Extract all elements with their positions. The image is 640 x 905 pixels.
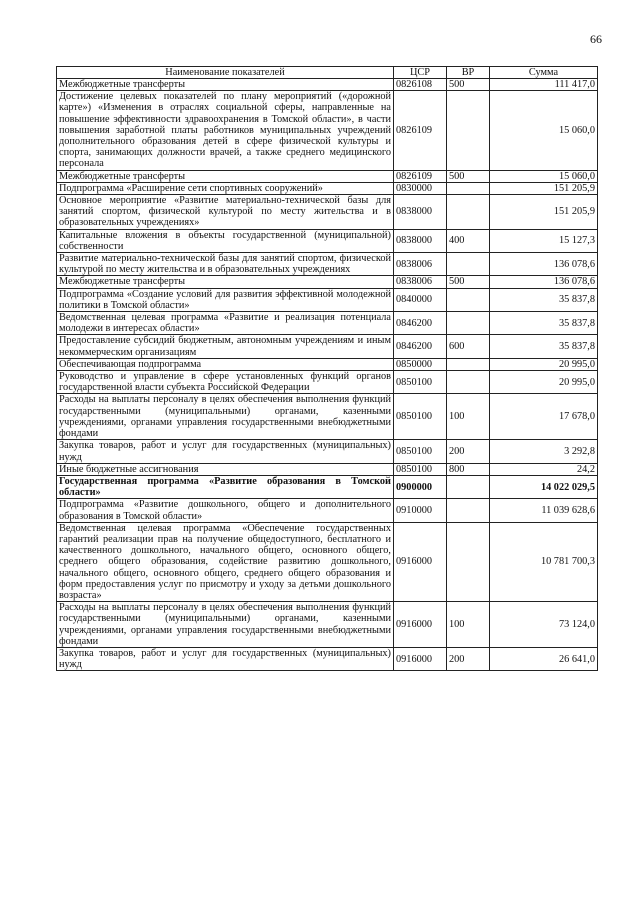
csr-cell: 0910000 [394, 499, 447, 522]
csr-cell: 0850100 [394, 440, 447, 463]
name-cell: Подпрограмма «Создание условий для развития эффективной молодежной политики в Томской области» [57, 288, 394, 311]
csr-cell: 0826109 [394, 91, 447, 170]
csr-cell: 0838006 [394, 276, 447, 288]
vr-cell [447, 182, 490, 194]
header-sum: Сумма [490, 67, 598, 79]
sum-cell: 151 205,9 [490, 182, 598, 194]
table-row [57, 358, 598, 370]
sum-cell: 136 078,6 [490, 276, 598, 288]
sum-cell: 111 417,0 [490, 79, 598, 91]
vr-cell [447, 91, 490, 170]
table-row [57, 335, 598, 358]
sum-cell: 73 124,0 [490, 602, 598, 648]
vr-cell [447, 522, 490, 601]
name-cell: Межбюджетные трансферты [57, 276, 394, 288]
table-row [57, 195, 598, 230]
table-row [57, 312, 598, 335]
csr-cell: 0916000 [394, 522, 447, 601]
vr-cell [447, 312, 490, 335]
csr-cell: 0846200 [394, 335, 447, 358]
sum-cell: 20 995,0 [490, 371, 598, 394]
sum-cell: 35 837,8 [490, 288, 598, 311]
name-cell: Ведомственная целевая программа «Развитие и реализация потенциала молодежи в интересах области» [57, 312, 394, 335]
table-row [57, 229, 598, 252]
sum-cell: 136 078,6 [490, 253, 598, 276]
name-cell: Предоставление субсидий бюджетным, автономным учреждениям и иным некоммерческим организациям [57, 335, 394, 358]
budget-table [56, 66, 598, 671]
sum-cell: 14 022 029,5 [490, 475, 598, 498]
sum-cell: 10 781 700,3 [490, 522, 598, 601]
name-cell: Межбюджетные трансферты [57, 170, 394, 182]
table-row [57, 371, 598, 394]
table-row [57, 647, 598, 670]
csr-cell: 0850000 [394, 358, 447, 370]
csr-cell: 0830000 [394, 182, 447, 194]
table-row [57, 91, 598, 170]
table-row [57, 499, 598, 522]
vr-cell: 200 [447, 647, 490, 670]
table-row [57, 182, 598, 194]
csr-cell: 0838006 [394, 253, 447, 276]
name-cell: Подпрограмма «Развитие дошкольного, общего и дополнительного образования в Томской области» [57, 499, 394, 522]
vr-cell: 100 [447, 394, 490, 440]
table-row [57, 522, 598, 601]
name-cell: Капитальные вложения в объекты государственной (муниципальной) собственности [57, 229, 394, 252]
header-row [57, 67, 598, 79]
name-cell: Ведомственная целевая программа «Обеспечение государственных гарантий реализации прав на получение общедоступного, бесплатного и качественного дошкольного, начального общего, основного общего, среднего общего образования, содействие развитию дошкольного, начального общего, основного общего, среднего общего образования и форм предоставления услуг по присмотру и уходу за детьми дошкольного возраста» [57, 522, 394, 601]
csr-cell: 0826108 [394, 79, 447, 91]
vr-cell: 800 [447, 463, 490, 475]
csr-cell: 0846200 [394, 312, 447, 335]
name-cell: Межбюджетные трансферты [57, 79, 394, 91]
sum-cell: 35 837,8 [490, 312, 598, 335]
page-number: 66 [590, 32, 602, 46]
name-cell: Подпрограмма «Расширение сети спортивных сооружений» [57, 182, 394, 194]
sum-cell: 35 837,8 [490, 335, 598, 358]
vr-cell [447, 288, 490, 311]
name-cell: Государственная программа «Развитие образования в Томской области» [57, 475, 394, 498]
header-csr: ЦСР [394, 67, 447, 79]
table-row [57, 79, 598, 91]
table-row [57, 475, 598, 498]
sum-cell: 26 641,0 [490, 647, 598, 670]
vr-cell [447, 358, 490, 370]
sum-cell: 20 995,0 [490, 358, 598, 370]
vr-cell [447, 253, 490, 276]
vr-cell [447, 475, 490, 498]
sum-cell: 11 039 628,6 [490, 499, 598, 522]
sum-cell: 15 060,0 [490, 170, 598, 182]
vr-cell: 500 [447, 79, 490, 91]
table-row [57, 394, 598, 440]
vr-cell: 200 [447, 440, 490, 463]
name-cell: Руководство и управление в сфере установленных функций органов государственной власти субъекта Российской Федерации [57, 371, 394, 394]
table-body [57, 79, 598, 671]
vr-cell: 500 [447, 276, 490, 288]
vr-cell [447, 499, 490, 522]
vr-cell [447, 371, 490, 394]
csr-cell: 0900000 [394, 475, 447, 498]
table-header [57, 67, 598, 79]
table-row [57, 253, 598, 276]
name-cell: Расходы на выплаты персоналу в целях обеспечения выполнения функций государственными (муниципальными) органами, казенными учреждениями, органами управления государственными внебюджетными фондами [57, 394, 394, 440]
vr-cell [447, 195, 490, 230]
sum-cell: 151 205,9 [490, 195, 598, 230]
table-row [57, 170, 598, 182]
csr-cell: 0916000 [394, 602, 447, 648]
name-cell: Достижение целевых показателей по плану мероприятий («дорожной карте») «Изменения в отраслях социальной сферы, направленные на повышение эффективности здравоохранения в Томской области», в части повышения заработной платы работников муниципальных учреждений дополнительного образования детей в сфере физической культуры и спорта, занимающих должности врачей, а также среднего медицинского персонала [57, 91, 394, 170]
vr-cell: 400 [447, 229, 490, 252]
name-cell: Основное мероприятие «Развитие материально-технической базы для занятий спортом, физической культурой по месту жительства и в образовательных учреждениях» [57, 195, 394, 230]
name-cell: Развитие материально-технической базы для занятий спортом, физической культурой по месту жительства и в образовательных учреждениях [57, 253, 394, 276]
csr-cell: 0850100 [394, 463, 447, 475]
header-name: Наименование показателей [57, 67, 394, 79]
name-cell: Закупка товаров, работ и услуг для государственных (муниципальных) нужд [57, 647, 394, 670]
csr-cell: 0840000 [394, 288, 447, 311]
csr-cell: 0916000 [394, 647, 447, 670]
csr-cell: 0826109 [394, 170, 447, 182]
csr-cell: 0850100 [394, 371, 447, 394]
name-cell: Обеспечивающая подпрограмма [57, 358, 394, 370]
name-cell: Расходы на выплаты персоналу в целях обеспечения выполнения функций государственными (муниципальными) органами, казенными учреждениями, органами управления государственными внебюджетными фондами [57, 602, 394, 648]
vr-cell: 600 [447, 335, 490, 358]
csr-cell: 0838000 [394, 195, 447, 230]
sum-cell: 15 060,0 [490, 91, 598, 170]
sum-cell: 15 127,3 [490, 229, 598, 252]
header-vr: ВР [447, 67, 490, 79]
name-cell: Закупка товаров, работ и услуг для государственных (муниципальных) нужд [57, 440, 394, 463]
vr-cell: 500 [447, 170, 490, 182]
vr-cell: 100 [447, 602, 490, 648]
csr-cell: 0850100 [394, 394, 447, 440]
table-row [57, 440, 598, 463]
table-row [57, 276, 598, 288]
sum-cell: 17 678,0 [490, 394, 598, 440]
table-row [57, 602, 598, 648]
sum-cell: 3 292,8 [490, 440, 598, 463]
name-cell: Иные бюджетные ассигнования [57, 463, 394, 475]
table-row [57, 463, 598, 475]
sum-cell: 24,2 [490, 463, 598, 475]
table-row [57, 288, 598, 311]
csr-cell: 0838000 [394, 229, 447, 252]
